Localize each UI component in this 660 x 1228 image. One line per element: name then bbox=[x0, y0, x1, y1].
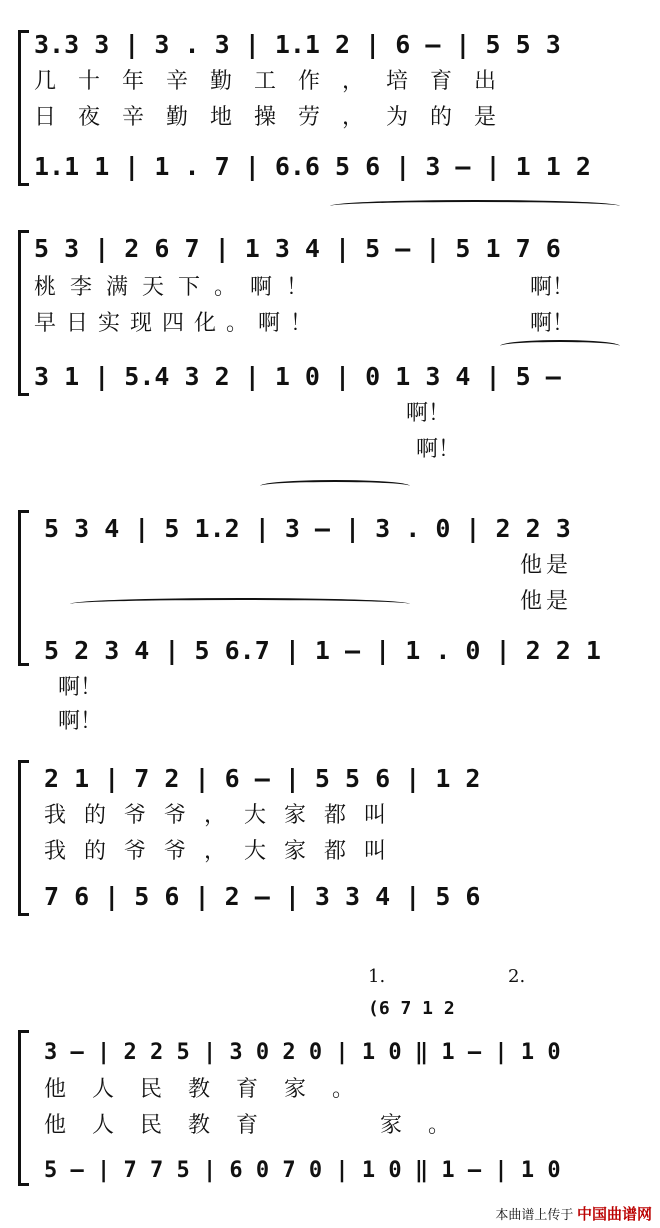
lower-lyric-2: 啊！ bbox=[416, 437, 461, 462]
system-2 bbox=[0, 200, 660, 460]
lyric-line-1: 我的爷爷，大家都叫 bbox=[44, 803, 405, 828]
lower-staff-notes: 3 1 | 5.4 3 2 | 1 0 | 0 1 3 4 | 5 — bbox=[34, 362, 561, 391]
lower-lyric-2: 啊！ bbox=[58, 709, 103, 734]
phrase-slur bbox=[500, 340, 620, 352]
lyric-line-2-tail: 啊！ bbox=[530, 311, 575, 336]
site-logo[interactable]: 中国曲谱网 bbox=[576, 1206, 652, 1223]
lyric-line-1: 他人民教育家。 bbox=[44, 1077, 381, 1102]
lyric-line-2: 早日实现四化。啊！ bbox=[34, 311, 323, 336]
system-bracket bbox=[18, 760, 29, 916]
upper-staff-notes: 5 3 4 | 5 1.2 | 3 — | 3 . 0 | 2 2 3 bbox=[44, 514, 571, 543]
lower-staff-notes: 5 2 3 4 | 5 6.7 | 1 — | 1 . 0 | 2 2 1 bbox=[44, 636, 601, 665]
footer-text: 本曲谱上传于 bbox=[495, 1207, 574, 1222]
lyric-line-1: 几十年辛勤工作，培育出 bbox=[34, 69, 519, 94]
lyric-line-1: 桃李满天下。啊！ bbox=[34, 275, 323, 300]
system-bracket bbox=[18, 1030, 29, 1186]
lyric-line-1: 他是 bbox=[520, 553, 573, 578]
system-1 bbox=[0, 0, 660, 200]
lyric-line-2: 他是 bbox=[520, 589, 573, 614]
lower-lyric-1: 啊！ bbox=[406, 401, 451, 426]
volta-2-label: 2. bbox=[508, 966, 526, 987]
system-bracket bbox=[18, 510, 29, 666]
volta-1-label: 1. bbox=[368, 966, 386, 987]
lower-staff-notes: 1.1 1 | 1 . 7 | 6.6 5 6 | 3 — | 1 1 2 bbox=[34, 152, 591, 181]
lower-lyric-1: 啊！ bbox=[58, 675, 103, 700]
upper-staff-notes: 5 3 | 2 6 7 | 1 3 4 | 5 — | 5 1 7 6 bbox=[34, 234, 561, 263]
lyric-line-2: 日夜辛勤地操劳，为的是 bbox=[34, 105, 519, 130]
phrase-slur bbox=[70, 598, 410, 610]
system-4 bbox=[0, 760, 660, 930]
upper-staff-notes: 3 — | 2 2 5 | 3 0 2 0 | 1 0 ‖ 1 — | 1 0 bbox=[44, 1040, 561, 1065]
lyric-line-2: 我的爷爷，大家都叫 bbox=[44, 839, 405, 864]
system-3 bbox=[0, 470, 660, 740]
phrase-slur bbox=[330, 200, 620, 212]
upper-staff-notes: 3.3 3 | 3 . 3 | 1.1 2 | 6 — | 5 5 3 bbox=[34, 30, 561, 59]
lyric-line-2: 他人民教育 家。 bbox=[44, 1113, 477, 1138]
lyric-line-1-tail: 啊！ bbox=[530, 275, 575, 300]
system-5 bbox=[0, 960, 660, 1200]
system-bracket bbox=[18, 230, 29, 396]
upper-staff-notes: 2 1 | 7 2 | 6 — | 5 5 6 | 1 2 bbox=[44, 764, 481, 793]
lower-staff-notes: 7 6 | 5 6 | 2 — | 3 3 4 | 5 6 bbox=[44, 882, 481, 911]
system-bracket bbox=[18, 30, 29, 186]
ornament-notes: (6 7 1 2 bbox=[368, 998, 455, 1019]
phrase-slur bbox=[260, 480, 410, 492]
footer-credit bbox=[495, 1203, 652, 1224]
lower-staff-notes: 5 — | 7 7 5 | 6 0 7 0 | 1 0 ‖ 1 — | 1 0 bbox=[44, 1158, 561, 1183]
